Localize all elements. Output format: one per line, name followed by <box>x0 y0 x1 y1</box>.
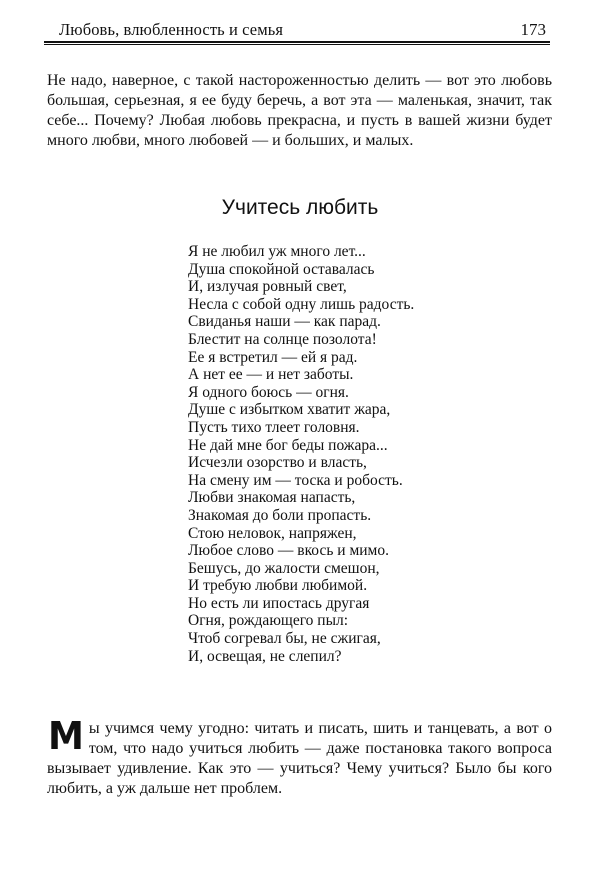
poem-line: И, освещая, не слепил? <box>188 647 342 665</box>
section-heading: Учитесь любить <box>221 196 379 219</box>
poem-line: И, излучая ровный свет, <box>188 278 347 296</box>
poem-line: А нет ее — и нет заботы. <box>188 366 354 384</box>
poem-line: Блестит на солнце позолота! <box>188 330 377 348</box>
poem <box>188 243 414 665</box>
poem-line: Я не любил уж много лет... <box>188 243 366 260</box>
body-paragraph-1: Не надо, наверное, с такой настороженностью делить — вот это любовь большая, серьезная, я ее буду беречь, а вот эта — маленькая, значит, так себе... Почему? Любая любовь прекрасна, и пусть в вашей жизни будет много любви, много любовей — и больших, и малых. <box>47 72 552 149</box>
poem-line: И требую любви любимой. <box>188 577 368 595</box>
poem-line: Я одного боюсь — огня. <box>188 383 349 401</box>
poem-line: Стою неловок, напряжен, <box>188 524 357 542</box>
body-paragraph-2 <box>47 714 552 799</box>
poem-line: Любви знакомая напасть, <box>188 489 356 507</box>
header-rule <box>44 41 550 45</box>
page-number: 173 <box>520 20 546 39</box>
poem-line: Несла с собой одну лишь радость. <box>188 295 415 313</box>
poem-line: Но есть ли ипостась другая <box>188 594 370 612</box>
poem-line: Душе с избытком хватит жара, <box>188 401 391 419</box>
paragraph-2-text: ы учимся чему угодно: читать и писать, шить и танцевать, а вот о том, что надо учиться любить — даже постановка такого вопроса вызывает удивление. Как это — учиться? Чему учиться? Было бы кого любить, а уж дальше нет проблем. <box>47 720 552 797</box>
poem-line: Ее я встретил — ей я рад. <box>188 348 358 366</box>
poem-line: На смену им — тоска и робость. <box>188 471 403 489</box>
poem-line: Любое слово — вкось и мимо. <box>188 542 389 560</box>
poem-line: Не дай мне бог беды пожара... <box>188 436 388 454</box>
poem-line: Бешусь, до жалости смешон, <box>188 559 380 577</box>
poem-line: Знакомая до боли пропасть. <box>188 506 372 524</box>
running-head-title: Любовь, влюбленность и семья <box>59 20 284 39</box>
poem-line: Пусть тихо тлеет головня. <box>188 418 360 436</box>
poem-line: Чтоб согревал бы, не сжигая, <box>188 630 381 648</box>
drop-cap: М <box>47 714 84 758</box>
poem-line: Огня, рождающего пыл: <box>188 612 349 630</box>
poem-line: Свиданья наши — как парад. <box>188 313 381 331</box>
poem-line: Исчезли озорство и власть, <box>188 454 367 472</box>
poem-line: Душа спокойной оставалась <box>188 260 375 278</box>
